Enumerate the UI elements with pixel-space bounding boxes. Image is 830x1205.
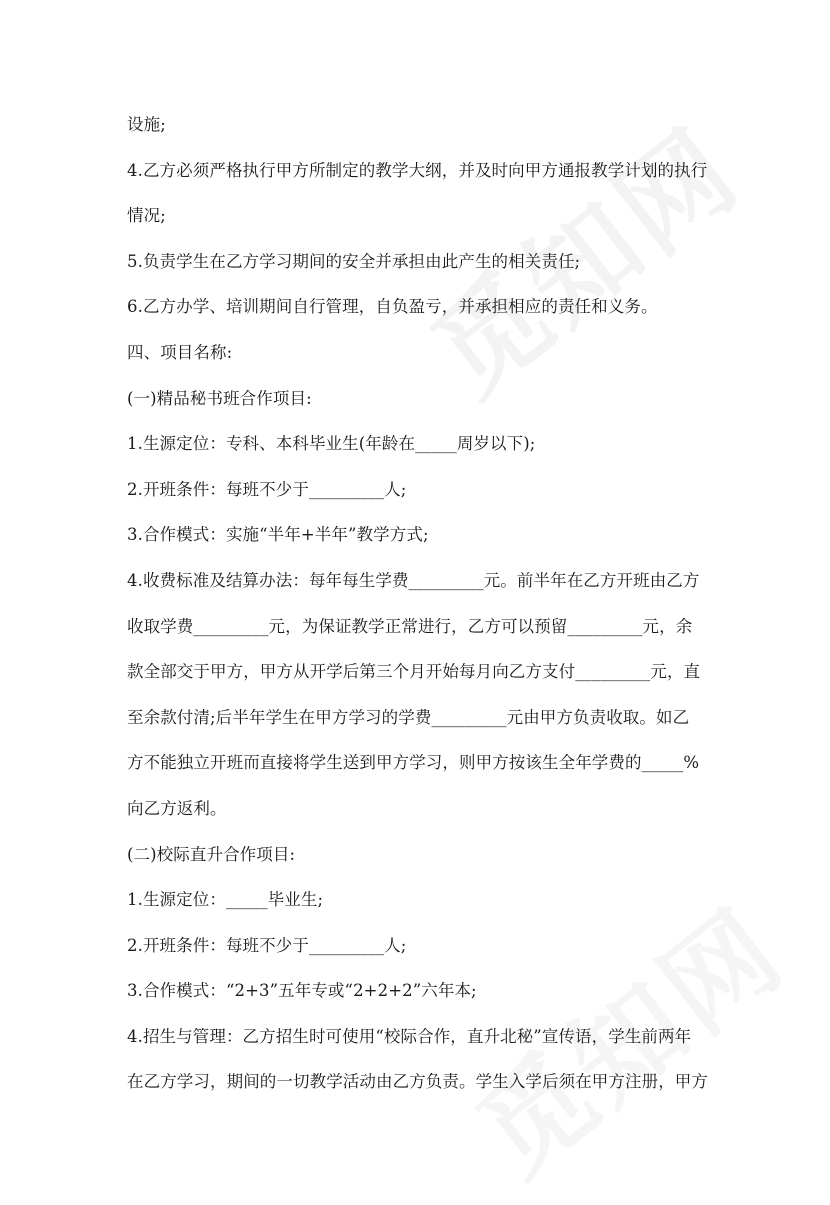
- text-line: 2.开班条件：每班不少于_________人;: [127, 935, 407, 955]
- document-body: [127, 106, 712, 1109]
- section-heading: 四、项目名称:: [127, 342, 233, 362]
- text-line: 3.合作模式：实施“半年+半年”教学方式;: [127, 525, 429, 545]
- text-line: 6.乙方办学、培训期间自行管理，自负盈亏，并承担相应的责任和义务。: [127, 297, 658, 317]
- subsection-heading: (二)校际直升合作项目:: [127, 844, 296, 864]
- text-line: 至余款付清;后半年学生在甲方学习的学费_________元由甲方负责收取。如乙: [127, 707, 690, 727]
- text-line: 2.开班条件：每班不少于_________人;: [127, 479, 407, 499]
- text-line: 1.生源定位：专科、本科毕业生(年龄在_____周岁以下);: [127, 434, 536, 454]
- text-line: 4.收费标准及结算办法：每年每生学费_________元。前半年在乙方开班由乙方: [127, 570, 700, 590]
- text-line: 3.合作模式：“2+3”五年专或“2+2+2”六年本;: [127, 981, 477, 1001]
- text-line: 5.负责学生在乙方学习期间的安全并承担由此产生的相关责任;: [127, 251, 581, 271]
- text-line: 向乙方返利。: [127, 798, 227, 818]
- text-line: 4.招生与管理：乙方招生时可使用“校际合作，直升北秘”宣传语，学生前两年: [127, 1026, 692, 1046]
- text-line: 款全部交于甲方，甲方从开学后第三个月开始每月向乙方支付_________元，直: [127, 662, 701, 682]
- text-line: 情况;: [127, 206, 166, 226]
- text-line: 在乙方学习，期间的一切教学活动由乙方负责。学生入学后须在甲方注册，甲方: [127, 1072, 708, 1092]
- text-line: 1.生源定位：_____毕业生;: [127, 890, 324, 910]
- text-line: 方不能独立开班而直接将学生送到甲方学习，则甲方按该生全年学费的_____%: [127, 753, 700, 773]
- subsection-heading: (一)精品秘书班合作项目:: [127, 388, 312, 408]
- text-line: 设施;: [127, 115, 166, 134]
- text-line: 4.乙方必须严格执行甲方所制定的教学大纲，并及时向甲方通报教学计划的执行: [127, 160, 708, 180]
- text-line: 收取学费_________元，为保证教学正常进行，乙方可以预留_________元，余: [127, 616, 693, 636]
